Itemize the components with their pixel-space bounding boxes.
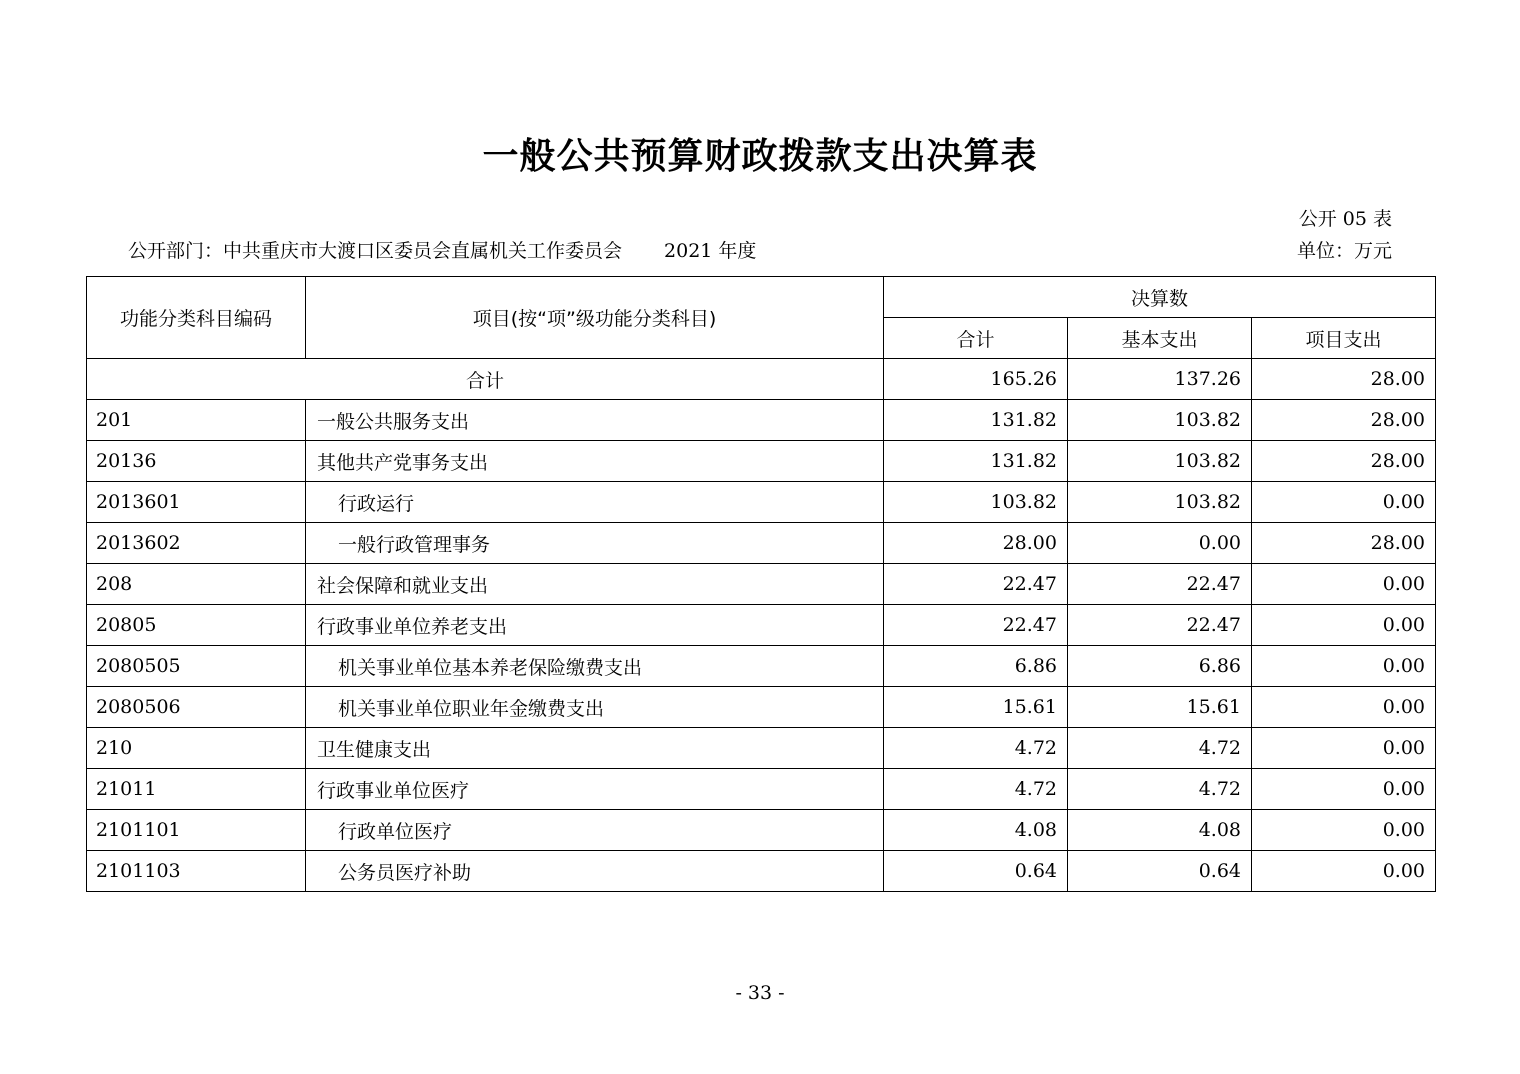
row-basic: 22.47: [1068, 605, 1252, 646]
department-label: 公开部门：中共重庆市大渡口区委员会直属机关工作委员会: [128, 240, 623, 262]
year-label: 2021 年度: [664, 240, 757, 262]
row-name: 其他共产党事务支出: [306, 441, 884, 482]
row-code: 210: [87, 728, 306, 769]
table-row: [87, 646, 1436, 687]
row-basic: 15.61: [1068, 687, 1252, 728]
row-total: 15.61: [884, 687, 1068, 728]
row-basic: 4.08: [1068, 810, 1252, 851]
department-line: [128, 236, 756, 263]
row-code: 2013601: [87, 482, 306, 523]
row-basic: 0.64: [1068, 851, 1252, 892]
row-basic: 103.82: [1068, 441, 1252, 482]
row-project: 0.00: [1252, 728, 1436, 769]
row-basic: 0.00: [1068, 523, 1252, 564]
row-name: 一般公共服务支出: [306, 400, 884, 441]
table-number: 公开 05 表: [1298, 208, 1392, 230]
row-total: 0.64: [884, 851, 1068, 892]
row-name: 行政事业单位养老支出: [306, 605, 884, 646]
header-project: 项目支出: [1252, 318, 1436, 359]
row-total: 4.72: [884, 769, 1068, 810]
row-project: 0.00: [1252, 851, 1436, 892]
row-total: 4.08: [884, 810, 1068, 851]
row-project: 0.00: [1252, 687, 1436, 728]
row-name: 行政运行: [306, 482, 884, 523]
row-total: 103.82: [884, 482, 1068, 523]
row-code: 20136: [87, 441, 306, 482]
budget-table: [86, 276, 1436, 892]
header-group: 决算数: [884, 277, 1436, 318]
header-basic: 基本支出: [1068, 318, 1252, 359]
row-project: 0.00: [1252, 605, 1436, 646]
table-row: [87, 687, 1436, 728]
total-row-total: 165.26: [884, 359, 1068, 400]
total-row-basic: 137.26: [1068, 359, 1252, 400]
row-total: 4.72: [884, 728, 1068, 769]
row-project: 0.00: [1252, 646, 1436, 687]
row-code: 201: [87, 400, 306, 441]
row-code: 20805: [87, 605, 306, 646]
row-project: 0.00: [1252, 482, 1436, 523]
table-row: [87, 400, 1436, 441]
row-total: 28.00: [884, 523, 1068, 564]
table-row: [87, 851, 1436, 892]
row-code: 2080505: [87, 646, 306, 687]
unit-label: 单位：万元: [1296, 240, 1392, 262]
table-row: [87, 564, 1436, 605]
row-basic: 22.47: [1068, 564, 1252, 605]
table-row: [87, 810, 1436, 851]
row-project: 28.00: [1252, 523, 1436, 564]
row-project: 0.00: [1252, 564, 1436, 605]
row-project: 28.00: [1252, 441, 1436, 482]
row-basic: 6.86: [1068, 646, 1252, 687]
row-basic: 4.72: [1068, 769, 1252, 810]
row-basic: 103.82: [1068, 482, 1252, 523]
table-row: [87, 441, 1436, 482]
header-total: 合计: [884, 318, 1068, 359]
total-row-label: 合计: [87, 359, 884, 400]
row-name: 行政单位医疗: [306, 810, 884, 851]
table-row: [87, 728, 1436, 769]
row-project: 28.00: [1252, 400, 1436, 441]
row-code: 208: [87, 564, 306, 605]
total-row-project: 28.00: [1252, 359, 1436, 400]
row-project: 0.00: [1252, 769, 1436, 810]
row-name: 一般行政管理事务: [306, 523, 884, 564]
total-row: [87, 359, 1436, 400]
row-code: 2080506: [87, 687, 306, 728]
row-code: 2013602: [87, 523, 306, 564]
row-total: 22.47: [884, 564, 1068, 605]
header-code: 功能分类科目编码: [87, 277, 306, 359]
header-item: 项目(按“项”级功能分类科目): [306, 277, 884, 359]
row-code: 21011: [87, 769, 306, 810]
row-name: 卫生健康支出: [306, 728, 884, 769]
row-total: 131.82: [884, 400, 1068, 441]
row-project: 0.00: [1252, 810, 1436, 851]
row-name: 社会保障和就业支出: [306, 564, 884, 605]
page-number: - 33 -: [735, 982, 785, 1004]
row-total: 22.47: [884, 605, 1068, 646]
row-name: 行政事业单位医疗: [306, 769, 884, 810]
row-total: 6.86: [884, 646, 1068, 687]
row-basic: 4.72: [1068, 728, 1252, 769]
row-name: 机关事业单位职业年金缴费支出: [306, 687, 884, 728]
table-row: [87, 605, 1436, 646]
table-row: [87, 769, 1436, 810]
row-name: 机关事业单位基本养老保险缴费支出: [306, 646, 884, 687]
table-row: [87, 523, 1436, 564]
page-title: 一般公共预算财政拨款支出决算表: [482, 136, 1038, 177]
row-code: 2101103: [87, 851, 306, 892]
row-name: 公务员医疗补助: [306, 851, 884, 892]
table-row: [87, 482, 1436, 523]
row-basic: 103.82: [1068, 400, 1252, 441]
row-code: 2101101: [87, 810, 306, 851]
row-total: 131.82: [884, 441, 1068, 482]
